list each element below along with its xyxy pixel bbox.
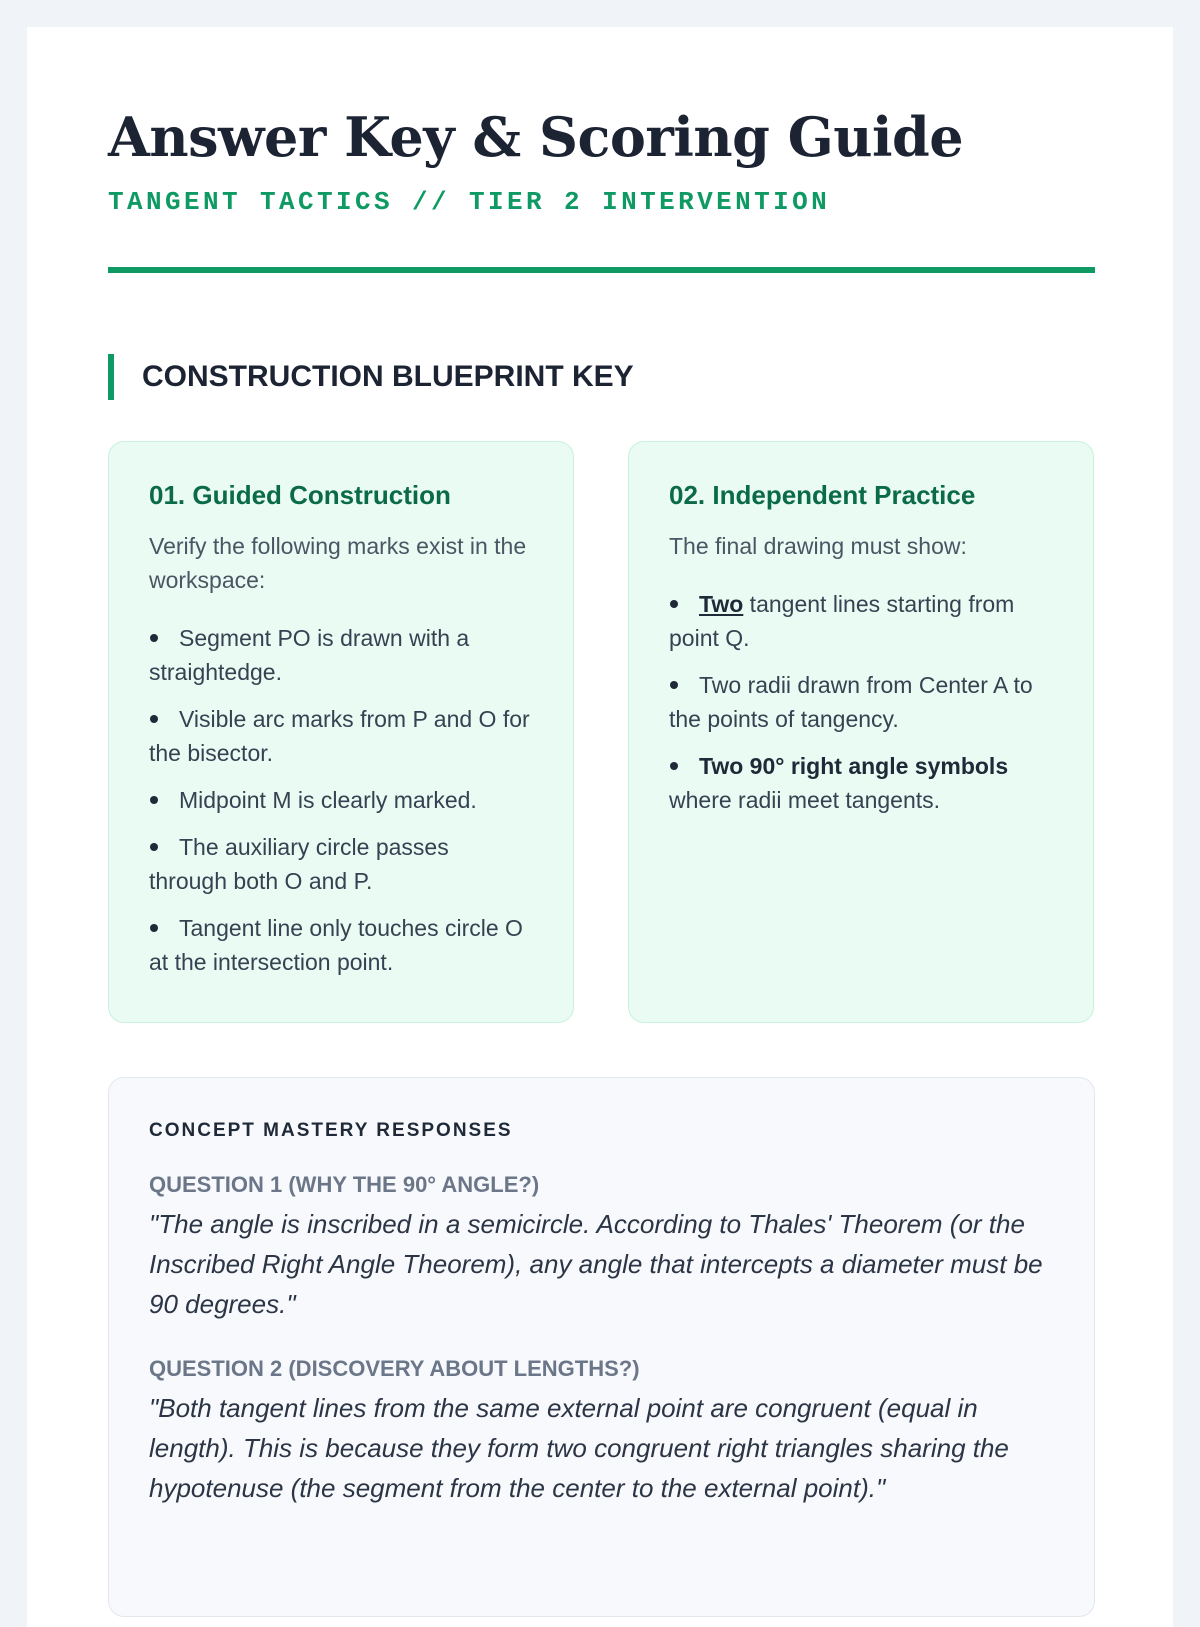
bullet-icon bbox=[670, 762, 678, 770]
question-label: QUESTION 2 (DISCOVERY ABOUT LENGTHS?) bbox=[149, 1356, 640, 1381]
answer-key-sheet bbox=[27, 27, 1173, 1627]
page-title: Answer Key & Scoring Guide bbox=[108, 105, 964, 169]
independent-practice-card bbox=[628, 441, 1094, 1023]
bullet-icon bbox=[670, 681, 678, 689]
guided-construction-card bbox=[108, 441, 574, 1023]
page-subtitle: TANGENT TACTICS // TIER 2 INTERVENTION bbox=[108, 187, 831, 217]
list-item: Midpoint M is clearly marked. bbox=[149, 783, 533, 817]
card-lead: Verify the following marks exist in the workspace: bbox=[149, 533, 527, 593]
list-item: Two 90° right angle symbols where radii meet tangents. bbox=[669, 753, 1009, 813]
checklist bbox=[669, 587, 1053, 817]
answer-text: "Both tangent lines from the same external point are congruent (equal in length). This is because they form two congruent right triangles sharing the hypotenuse (the segment from the center to the external point)." bbox=[149, 1393, 1009, 1503]
bullet-icon bbox=[670, 600, 678, 608]
list-item: Tangent line only touches circle O at the intersection point. bbox=[149, 915, 523, 975]
emphasis-right-angles: Two 90° right angle symbols bbox=[699, 753, 1009, 779]
bullet-icon bbox=[150, 715, 158, 723]
emphasis-two: Two bbox=[699, 591, 744, 617]
bullet-icon bbox=[150, 843, 158, 851]
header-divider bbox=[108, 267, 1095, 273]
list-item: Two tangent lines starting from point Q. bbox=[669, 591, 1015, 651]
panel-label: CONCEPT MASTERY RESPONSES bbox=[149, 1120, 513, 1141]
answer-text: "The angle is inscribed in a semicircle. According to Thales' Theorem (or the Inscribed Right Angle Theorem), any angle that intercepts a diameter must be 90 degrees." bbox=[149, 1209, 1043, 1319]
section-title: CONSTRUCTION BLUEPRINT KEY bbox=[108, 354, 634, 400]
question-label: QUESTION 1 (WHY THE 90° ANGLE?) bbox=[149, 1172, 540, 1197]
bullet-icon bbox=[150, 634, 158, 642]
card-lead: The final drawing must show: bbox=[669, 533, 967, 559]
concept-mastery-panel bbox=[108, 1077, 1095, 1617]
list-item: The auxiliary circle passes through both O and P. bbox=[149, 834, 449, 894]
list-item: Segment PO is drawn with a straightedge. bbox=[149, 625, 470, 685]
bullet-icon bbox=[150, 796, 158, 804]
list-item: Two radii drawn from Center A to the points of tangency. bbox=[669, 672, 1033, 732]
card-heading: 02. Independent Practice bbox=[669, 480, 976, 510]
bullet-icon bbox=[150, 924, 158, 932]
checklist bbox=[149, 621, 533, 979]
list-item: Visible arc marks from P and O for the bisector. bbox=[149, 706, 530, 766]
card-heading: 01. Guided Construction bbox=[149, 480, 451, 510]
